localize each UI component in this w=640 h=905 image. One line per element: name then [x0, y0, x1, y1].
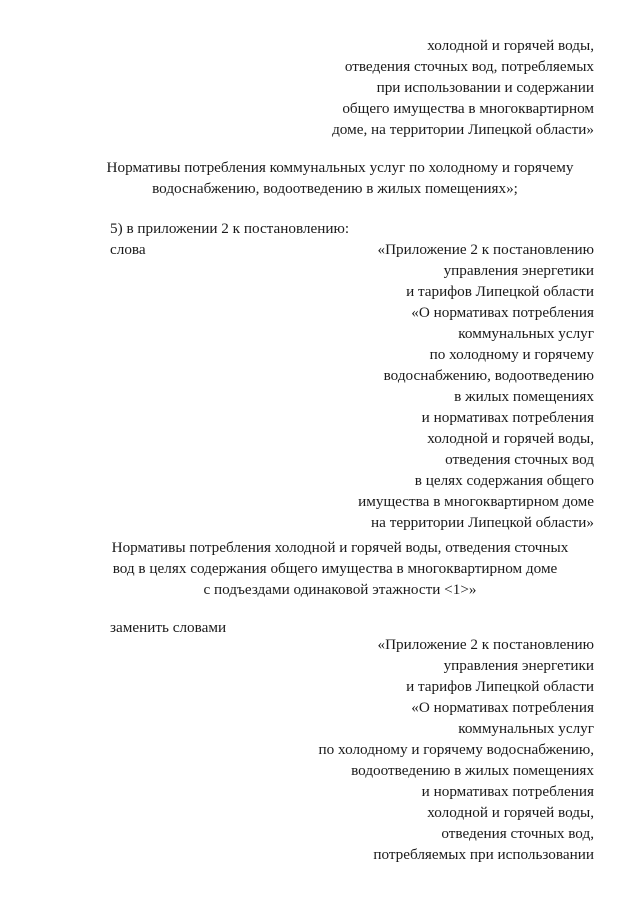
old-block-line: на территории Липецкой области»: [371, 514, 594, 531]
top-block-line: при использовании и содержании: [376, 79, 594, 96]
heading-2-line: с подъездами одинаковой этажности <1>»: [203, 581, 477, 598]
item-5: 5) в приложении 2 к постановлению:: [110, 220, 350, 237]
old-block-line: холодной и горячей воды,: [427, 430, 594, 447]
old-block-line: по холодному и горячему: [429, 346, 594, 363]
new-block-line: и тарифов Липецкой области: [406, 678, 594, 695]
old-block-line: в жилых помещениях: [454, 388, 594, 405]
top-block-line: общего имущества в многоквартирном: [342, 100, 594, 117]
old-block: [358, 239, 594, 533]
old-block-line: «О нормативах потребления: [411, 304, 594, 321]
new-block-line: отведения сточных вод,: [441, 825, 594, 842]
old-block-line: в целях содержания общего: [414, 472, 594, 489]
old-block-line: «Приложение 2 к постановлению: [377, 241, 594, 258]
new-block-line: холодной и горячей воды,: [427, 804, 594, 821]
old-block-line: коммунальных услуг: [458, 325, 594, 342]
heading-1-line: водоснабжению, водоотведению в жилых помещениях»;: [152, 180, 518, 197]
top-block-line: отведения сточных вод, потребляемых: [344, 58, 594, 75]
new-block-line: водоотведению в жилых помещениях: [351, 762, 594, 779]
new-block-line: управления энергетики: [443, 657, 594, 674]
new-block-line: потребляемых при использовании: [373, 846, 594, 863]
new-block-line: коммунальных услуг: [458, 720, 594, 737]
new-block-line: «Приложение 2 к постановлению: [377, 636, 594, 653]
old-block-line: имущества в многоквартирном доме: [358, 493, 594, 510]
heading-1-line: Нормативы потребления коммунальных услуг по холодному и горячему: [106, 159, 574, 176]
new-block-line: «О нормативах потребления: [411, 699, 594, 716]
new-block-line: по холодному и горячему водоснабжению,: [318, 741, 594, 758]
heading-2: [0, 537, 640, 600]
top-block-line: холодной и горячей воды,: [427, 37, 594, 54]
old-block-line: отведения сточных вод: [445, 451, 594, 468]
heading-2-line: вод в целях содержания общего имущества в многоквартирном доме: [112, 560, 558, 577]
heading-1: [0, 157, 640, 199]
words-label: слова: [110, 241, 146, 258]
old-block-line: водоснабжению, водоотведению: [383, 367, 594, 384]
new-block-line: и нормативах потребления: [421, 783, 594, 800]
heading-2-line: Нормативы потребления холодной и горячей воды, отведения сточных: [111, 539, 569, 556]
old-block-line: и нормативах потребления: [421, 409, 594, 426]
old-block-line: управления энергетики: [443, 262, 594, 279]
new-block: [319, 634, 594, 865]
top-block-line: доме, на территории Липецкой области»: [332, 121, 594, 138]
old-block-line: и тарифов Липецкой области: [406, 283, 594, 300]
replace-label: заменить словами: [110, 619, 227, 636]
top-block: [332, 35, 594, 140]
